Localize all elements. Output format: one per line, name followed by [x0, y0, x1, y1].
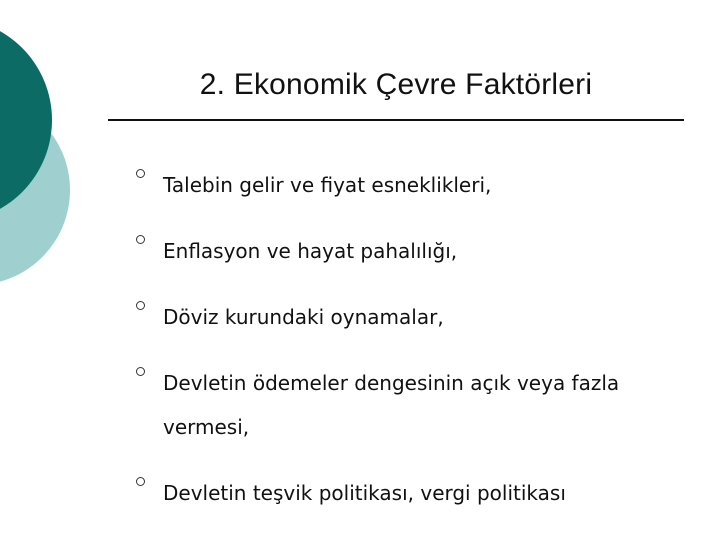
title-underline: [108, 119, 684, 121]
circle-bullet-icon: [136, 301, 145, 310]
bullet-text: Enflasyon ve hayat pahalılığı,: [163, 239, 458, 263]
bullet-item: [136, 361, 696, 449]
slide-title: 2. Ekonomik Çevre Faktörleri: [199, 68, 593, 101]
bullet-text: Talebin gelir ve fiyat esneklikleri,: [163, 173, 492, 197]
bullet-item: [136, 471, 696, 515]
bullet-list: [136, 175, 696, 515]
circle-bullet-icon: [136, 477, 145, 486]
bullet-item: [136, 295, 696, 339]
circle-bullet-icon: [136, 367, 145, 376]
decorative-circles: [0, 0, 120, 300]
bullet-text: Döviz kurundaki oynamalar,: [163, 305, 444, 329]
bullet-item: [136, 163, 696, 207]
bullet-item: [136, 229, 696, 273]
bullet-text: Devletin teşvik politikası, vergi politikası: [163, 481, 566, 505]
circle-bullet-icon: [136, 169, 145, 178]
circle-bullet-icon: [136, 235, 145, 244]
bullet-text: Devletin ödemeler dengesinin açık veya fazla vermesi,: [163, 371, 620, 439]
